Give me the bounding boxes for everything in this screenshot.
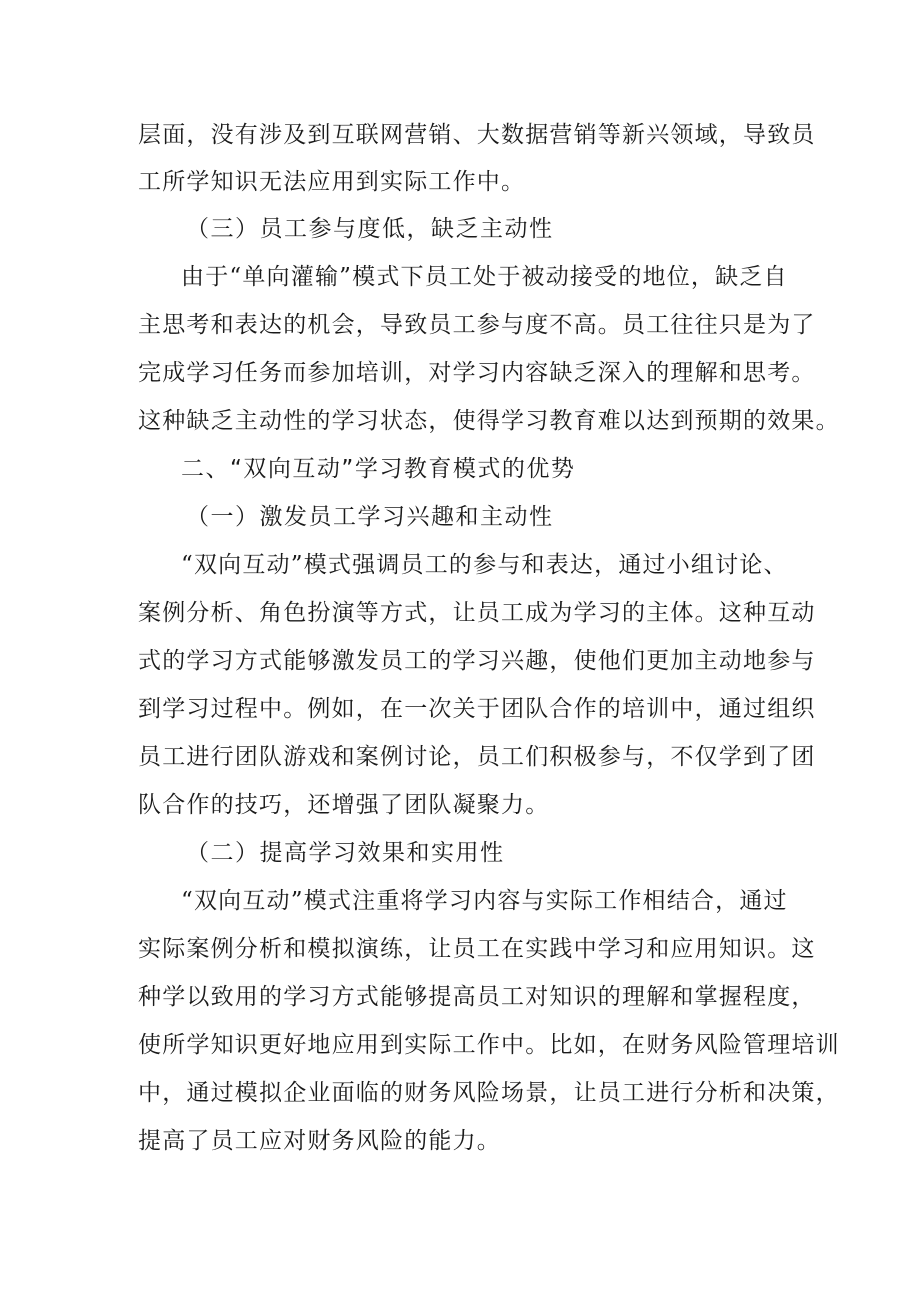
body-line: 员工进行团队游戏和案例讨论，员工们积极参与，不仅学到了团	[138, 744, 816, 770]
body-line: 式的学习方式能够激发员工的学习兴趣，使他们更加主动地参与	[138, 648, 816, 674]
chapter-heading: 二、“双向互动”学习教育模式的优势	[181, 456, 576, 482]
section-heading: （二）提高学习效果和实用性	[186, 840, 505, 866]
body-line: 这种缺乏主动性的学习状态，使得学习教育难以达到预期的效果。	[138, 408, 840, 434]
paragraph-first-line: “双向互动”模式注重将学习内容与实际工作相结合，通过	[181, 888, 788, 914]
body-line: 种学以致用的学习方式能够提高员工对知识的理解和掌握程度，	[138, 984, 816, 1010]
body-line: 实际案例分析和模拟演练，让员工在实践中学习和应用知识。这	[138, 936, 816, 962]
body-line: 使所学知识更好地应用到实际工作中。比如，在财务风险管理培训	[138, 1032, 840, 1058]
body-line: 案例分析、角色扮演等方式，让员工成为学习的主体。这种互动	[138, 600, 816, 626]
body-line: 提高了员工应对财务风险的能力。	[138, 1128, 501, 1154]
section-heading: （一）激发员工学习兴趣和主动性	[186, 504, 554, 530]
body-line: 层面，没有涉及到互联网营销、大数据营销等新兴领域，导致员	[138, 122, 816, 148]
paragraph-first-line: “双向互动”模式强调员工的参与和表达，通过小组讨论、	[181, 552, 788, 578]
body-line: 中，通过模拟企业面临的财务风险场景，让员工进行分析和决策，	[138, 1080, 840, 1106]
paragraph-first-line: 由于“单向灌输”模式下员工处于被动接受的地位，缺乏自	[181, 264, 788, 290]
body-line: 完成学习任务而参加培训，对学习内容缺乏深入的理解和思考。	[138, 360, 816, 386]
body-line: 主思考和表达的机会，导致员工参与度不高。员工往往只是为了	[138, 312, 816, 338]
body-line: 队合作的技巧，还增强了团队凝聚力。	[138, 792, 550, 818]
body-line: 到学习过程中。例如，在一次关于团队合作的培训中，通过组织	[138, 696, 816, 722]
body-line: 工所学知识无法应用到实际工作中。	[138, 169, 526, 195]
section-heading: （三）员工参与度低，缺乏主动性	[186, 216, 554, 242]
